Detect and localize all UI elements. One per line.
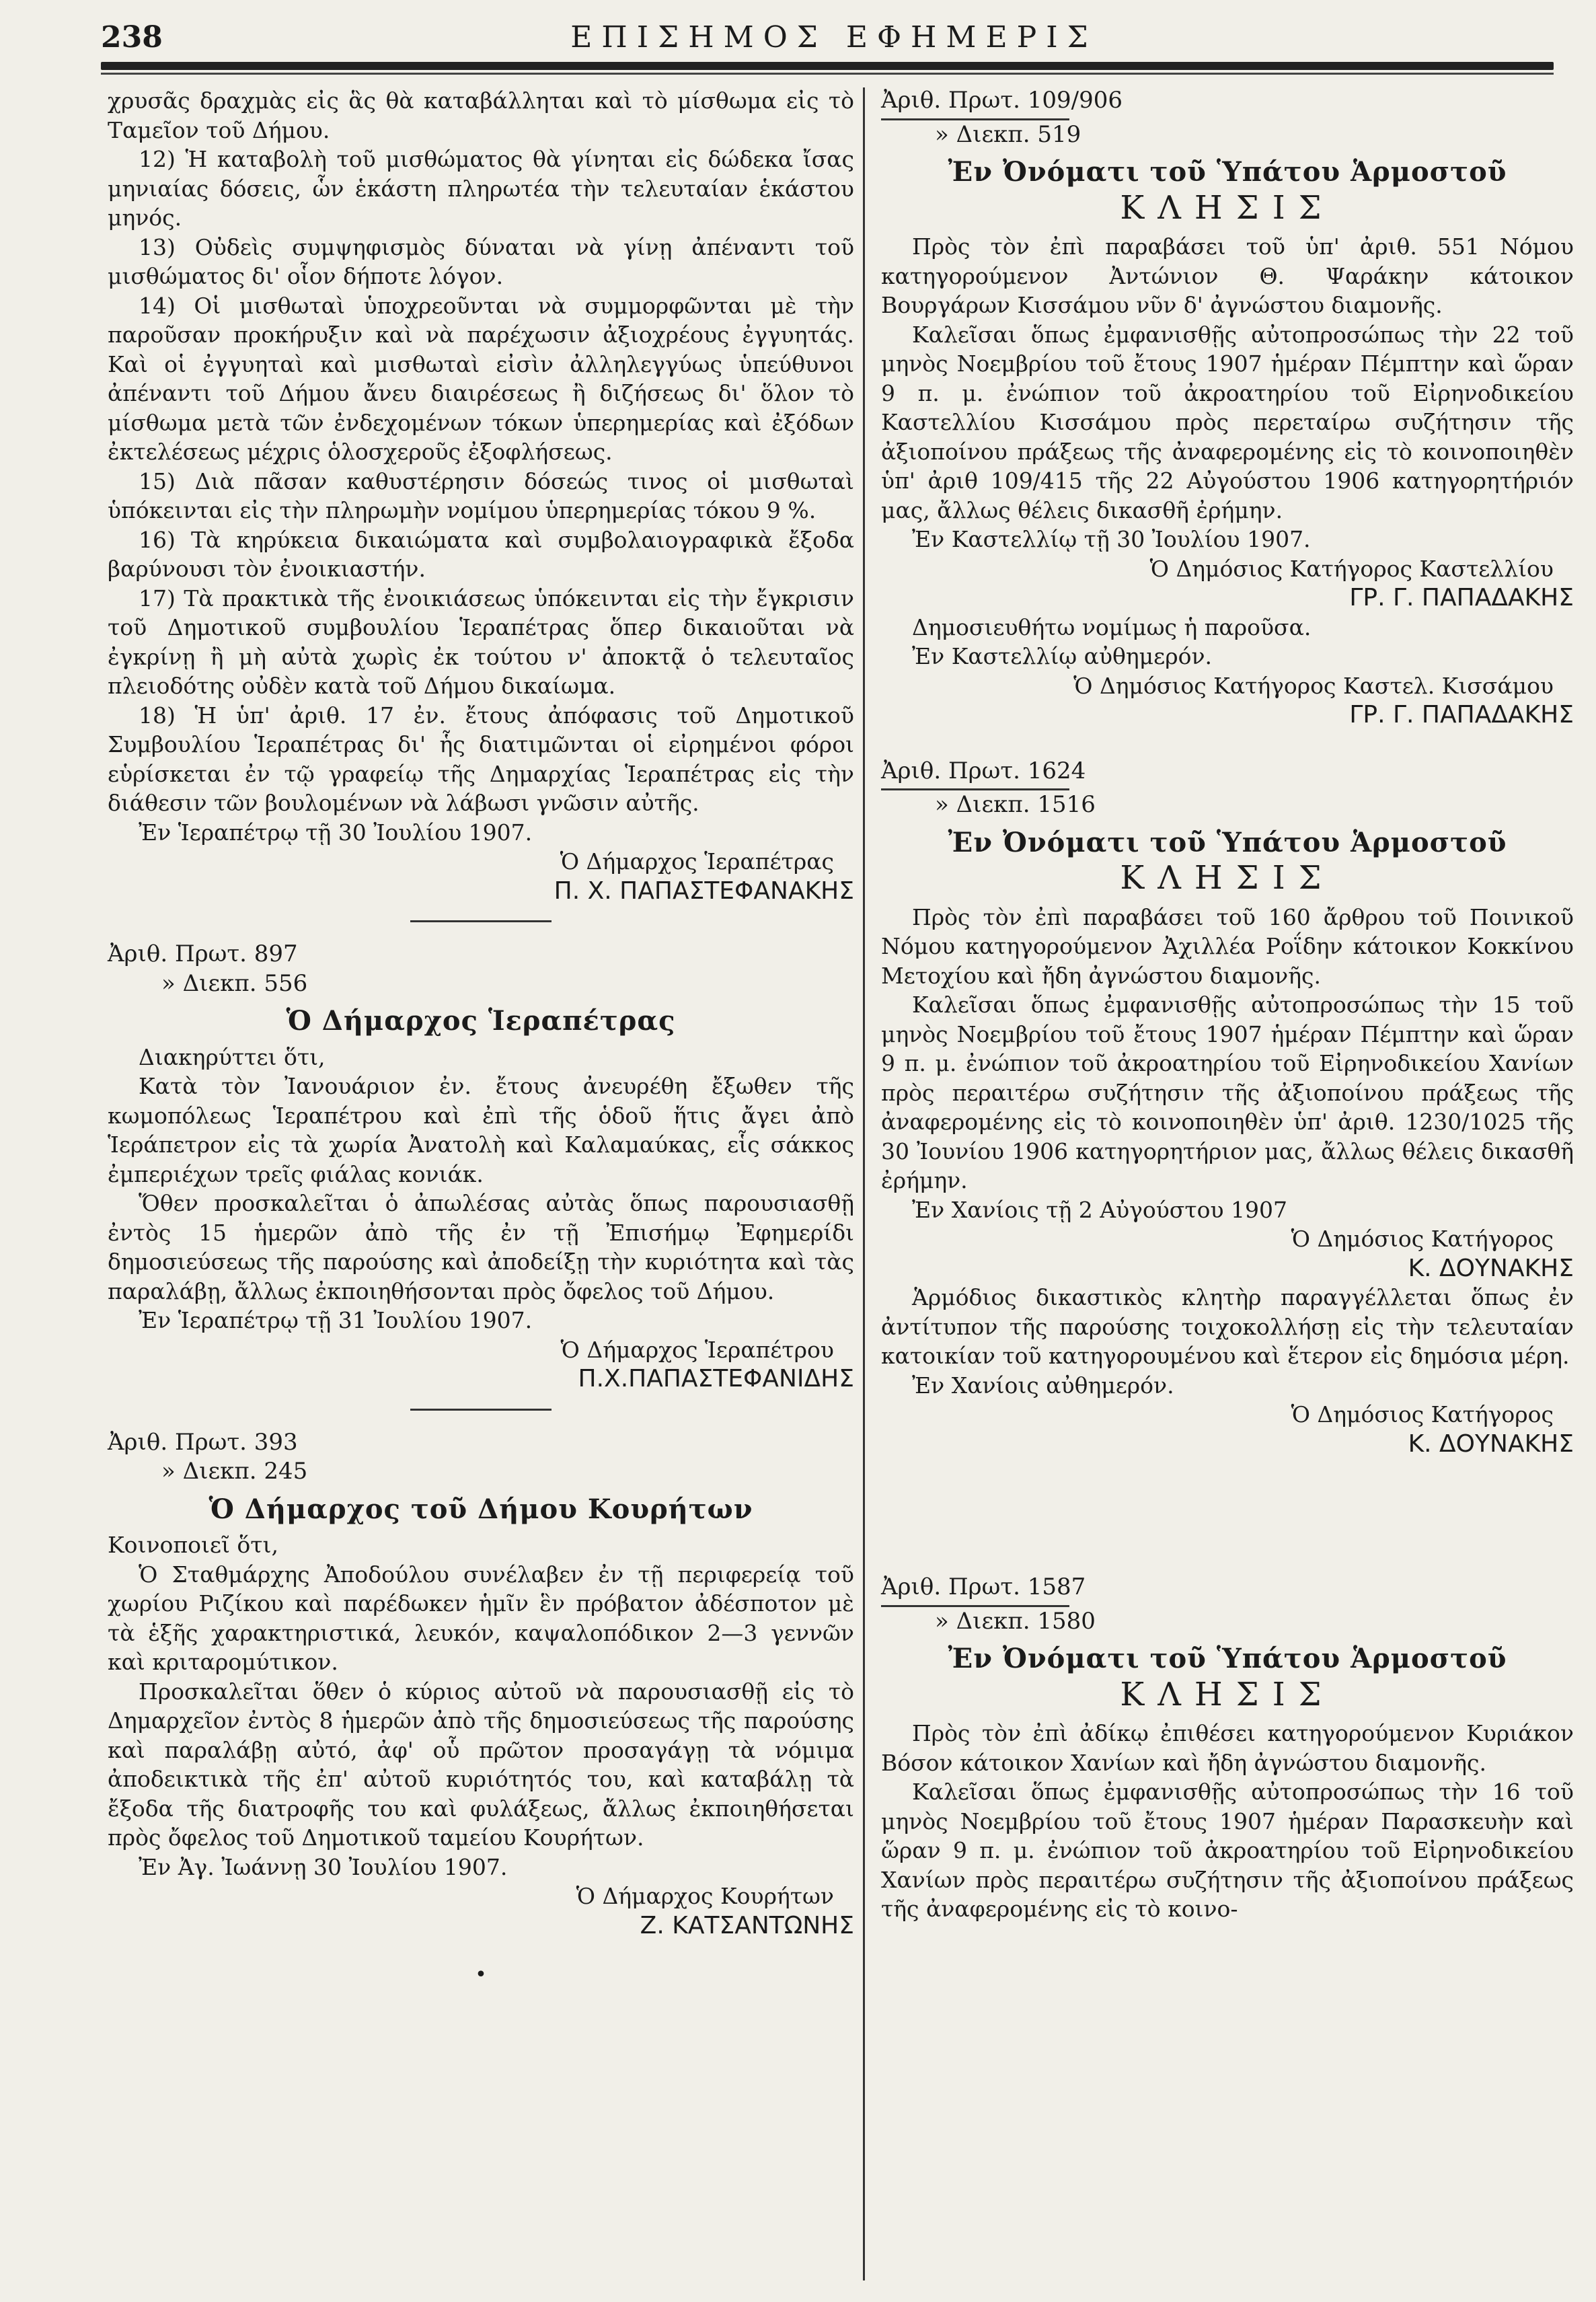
clause-16: 16) Τὰ κηρύκεια δικαιώματα καὶ συμβολαιογραφικὰ ἔξοδα βαρύνουσι τὸν ἐνοικιαστήν. — [108, 526, 854, 582]
signature-name: Κ. ΔΟΥΝΑΚΗΣ — [1408, 1430, 1574, 1458]
spacer — [881, 1458, 1574, 1573]
paragraph: Καλεῖσαι ὅπως ἐμφανισθῇς αὐτοπροσώπως τὴν 15 τοῦ μηνὸς Νοεμβρίου τοῦ ἔτους 1907 ἡμέραν Πέμπτην καὶ ὥραν 9 π. μ. ἐνώπιον τοῦ ἀκροατηρίου τοῦ Εἰρηνοδικείου Χανίων πρὸς περαιτέρω συζήτησιν τῆς ἀξιοποίνου πράξεως τῆς ἀναφερομένης εἰς τὸ κοινοποιηθὲν ὑπ' ἀριθ. 1230/1025 τῆς 30 Ἰουνίου 1906 κατηγορητήριον μας, ἄλλως θέλεις δικασθῆ ἐρήμην. — [881, 992, 1574, 1193]
publication-order: Δημοσιευθήτω νομίμως ἡ παροῦσα. — [912, 614, 1312, 640]
dispatch-number: » Διεκπ. 1580 — [935, 1607, 1096, 1635]
dispatch-number: » Διεκπ. 245 — [161, 1458, 308, 1485]
paragraph: Πρὸς τὸν ἐπὶ παραβάσει τοῦ 160 ἄρθρου τοῦ Ποινικοῦ Νόμου κατηγορούμενον Ἀχιλλέα Ροΐδην κάτοικον Κοκκίνου Μετοχίου καὶ ἤδη ἀγνώστου διαμονῆς. — [881, 903, 1574, 989]
paragraph: Ὁ Σταθμάρχης Ἀποδούλου συνέλαβεν ἐν τῇ περιφερείᾳ τοῦ χωρίου Ριζίκου καὶ παρέδωκεν ἡμῖν ἓν πρόβατον ἀδέσποτον μὲ τὰ ἑξῆς χαρακτηριστικά, λευκόν, καψαλοπόδικον 2—3 γεννῶν καὶ κριταρομύτικον. — [108, 1561, 854, 1675]
dispatch-number: » Διεκπ. 1516 — [935, 791, 1096, 818]
signature-name: Π.Χ.ΠΑΠΑΣΤΕΦΑΝΙΔΗΣ — [578, 1365, 854, 1393]
masthead-title: ΕΠΙΣΗΜΟΣ ΕΦΗΜΕΡΙΣ — [570, 20, 1098, 54]
clause-15: 15) Διὰ πᾶσαν καθυστέρησιν δόσεώς τινος οἱ μισθωταὶ ὑπόκεινται εἰς τὴν πληρωμὴν νομίμου ὑπερημερίας τόκου 9 %. — [108, 468, 854, 523]
paragraph: Ἁρμόδιος δικαστικὸς κλητὴρ παραγγέλλεται ὅπως ἐν ἀντίτυπον τῆς παρούσης τοιχοκολλήσῃ εἰς τὴν τελευταίαν κατοικίαν τοῦ κατηγορουμένου καὶ ἕτερον εἰς δημόσια μέρη. — [881, 1284, 1574, 1369]
protocol-number: Ἀριθ. Πρωτ. 109/906 — [881, 87, 1123, 114]
date-line: Ἐν Καστελλίῳ αὐθημερόν. — [912, 643, 1213, 669]
summons-heading: ΚΛΗΣΙΣ — [1120, 1675, 1335, 1713]
signature-title: Ὁ Δημόσιος Κατήγορος — [1291, 1226, 1554, 1252]
protocol-number: Ἀριθ. Πρωτ. 393 — [108, 1428, 298, 1456]
clause-13: 13) Οὐδεὶς συμψηφισμὸς δύναται νὰ γίνῃ ἀπέναντι τοῦ μισθώματος δι' οἷον δήποτε λόγον. — [108, 233, 854, 289]
column-divider — [863, 87, 865, 2280]
date-line: Ἐν Ἱεραπέτρῳ τῇ 31 Ἰουλίου 1907. — [139, 1307, 533, 1333]
clause-12: 12) Ἡ καταβολὴ τοῦ μισθώματος θὰ γίνηται εἰς δώδεκα ἴσας μηνιαίας δόσεις, ὧν ἑκάστη πληρωτέα τὴν τελευταίαν ἑκάστου μηνός. — [108, 146, 854, 231]
protocol-number: Ἀριθ. Πρωτ. 897 — [108, 940, 298, 967]
paragraph: Πρὸς τὸν ἐπὶ παραβάσει τοῦ ὑπ' ἀριθ. 551 Νόμου κατηγορούμενον Ἀντώνιον Θ. Ψαράκην κάτοικον Βουργάρων Κισσάμου νῦν δ' ἀγνώστου διαμονῆς. — [881, 233, 1574, 318]
notice-title: Ἐν Ὀνόματι τοῦ Ὑπάτου Ἁρμοστοῦ — [948, 826, 1507, 858]
signature-name: Π. Χ. ΠΑΠΑΣΤΕΦΑΝΑΚΗΣ — [554, 877, 854, 905]
page-header — [101, 20, 1554, 61]
paragraph: χρυσᾶς δραχμὰς εἰς ἃς θὰ καταβάλληται καὶ τὸ μίσθωμα εἰς τὸ Ταμεῖον τοῦ Δήμου. — [108, 87, 854, 143]
signature-name: Ζ. ΚΑΤΣΑΝΤΩΝΗΣ — [640, 1911, 854, 1939]
notice-title: Ἐν Ὀνόματι τοῦ Ὑπάτου Ἁρμοστοῦ — [948, 156, 1507, 188]
signature-title: Ὁ Δήμαρχος Κουρήτων — [576, 1883, 834, 1909]
date-line: Ἐν Ἀγ. Ἰωάννῃ 30 Ἰουλίου 1907. — [139, 1853, 508, 1880]
header-rule-thin — [101, 73, 1554, 75]
separator — [410, 1409, 552, 1411]
paragraph: Κατὰ τὸν Ἰανουάριον ἐν. ἔτους ἀνευρέθη ἔξωθεν τῆς κωμοπόλεως Ἱεραπέτρου καὶ ἐπὶ τῆς ὁδοῦ ἥτις ἄγει ἀπὸ Ἱεράπετρον εἰς τὰ χωρία Ἀνατολὴ καὶ Καλαμαύκας, εἷς σάκκος ἐμπεριέχων τρεῖς φιάλας κονιάκ. — [108, 1073, 854, 1187]
right-column — [881, 86, 1574, 1924]
left-column — [108, 86, 854, 1990]
paragraph: Καλεῖσαι ὅπως ἐμφανισθῇς αὐτοπροσώπως τὴν 16 τοῦ μηνὸς Νοεμβρίου τοῦ ἔτους 1907 ἡμέραν Παρασκευὴν καὶ ὥραν 9 π. μ. ἐνώπιον τοῦ ἀκροατηρίου τοῦ Εἰρηνοδικείου Χανίων πρὸς περαιτέρω συζήτησιν τῆς ἀξιοποίνου πράξεως τῆς ἀναφερομένης εἰς τὸ κοινο- — [881, 1779, 1574, 1922]
paragraph: Ὅθεν προσκαλεῖται ὁ ἀπωλέσας αὐτὰς ὅπως παρουσιασθῇ ἐντὸς 15 ἡμερῶν ἀπὸ τῆς ἐν τῇ Ἐπισήμῳ Ἐφημερίδι δημοσιεύσεως τῆς παρούσης καὶ ἀποδείξῃ τὴν κυριότητα καὶ τὰς παραλάβῃ, ἄλλως ἐκποιηθήσονται πρὸς ὄφελος τοῦ Δήμου. — [108, 1190, 854, 1304]
signature-title: Ὁ Δήμαρχος Ἱεραπέτρου — [560, 1336, 834, 1363]
date-line: Ἐν Χανίοις αὐθημερόν. — [912, 1372, 1174, 1399]
clause-18: 18) Ἡ ὑπ' ἀριθ. 17 ἐν. ἔτους ἀπόφασις τοῦ Δημοτικοῦ Συμβουλίου Ἱεραπέτρας δι' ἧς διατιμῶνται οἱ εἰρημένοι φόροι εὑρίσκεται ἐν τῷ γραφείῳ τῆς Δημαρχίας Ἱεραπέτρας εἰς τὴν διάθεσιν τῶν βουλομένων νὰ λάβωσι γνῶσιν αὐτῆς. — [108, 702, 854, 816]
date-line: Ἐν Χανίοις τῇ 2 Αὐγούστου 1907 — [912, 1196, 1287, 1223]
notice-title: Ἐν Ὀνόματι τοῦ Ὑπάτου Ἁρμοστοῦ — [948, 1643, 1507, 1674]
notice-intro: Κοινοποιεῖ ὅτι, — [108, 1532, 278, 1558]
signature-title: Ὁ Δημόσιος Κατήγορος Καστελλίου — [1149, 555, 1554, 582]
signature-name: Κ. ΔΟΥΝΑΚΗΣ — [1408, 1254, 1574, 1282]
summons-heading: ΚΛΗΣΙΣ — [1120, 859, 1335, 897]
date-line: Ἐν Καστελλίῳ τῇ 30 Ἰουλίου 1907. — [912, 526, 1311, 552]
header-rule — [101, 62, 1554, 70]
signature-name: ΓΡ. Γ. ΠΑΠΑΔΑΚΗΣ — [1349, 584, 1574, 611]
dispatch-number: » Διεκπ. 519 — [935, 120, 1081, 148]
notice-title: Ὁ Δήμαρχος Ἱεραπέτρας — [286, 1005, 676, 1037]
paragraph: Πρὸς τὸν ἐπὶ ἀδίκῳ ἐπιθέσει κατηγορούμενον Κυριάκον Βόσον κάτοικον Χανίων καὶ ἤδη ἀγνώστου διαμονῆς. — [881, 1720, 1574, 1776]
date-line: Ἐν Ἱεραπέτρῳ τῇ 30 Ἰουλίου 1907. — [139, 819, 533, 846]
notice-intro: Διακηρύττει ὅτι, — [139, 1043, 326, 1070]
clause-14: 14) Οἱ μισθωταὶ ὑποχρεοῦνται νὰ συμμορφῶνται μὲ τὴν παροῦσαν προκήρυξιν καὶ νὰ παρέχωσιν ἀξιοχρέους ἐγγυητάς. Καὶ οἱ ἐγγυηταὶ καὶ μισθωταὶ εἰσὶν ἀλληλεγγύως ὑπεύθυνοι ἀπέναντι τοῦ Δήμου ἄνευ διαιρέσεως ἢ διζήσεως δι' ὅλον τὸ μίσθωμα μετὰ τῶν ἐνδεχομένων τόκων ὑπερημερίας καὶ ἐξόδων ἐκτελέσεως μέχρις ὁλοσχεροῦς ἐξοφλήσεως. — [108, 292, 854, 465]
paragraph: Καλεῖσαι ὅπως ἐμφανισθῇς αὐτοπροσώπως τὴν 22 τοῦ μηνὸς Νοεμβρίου τοῦ ἔτους 1907 ἡμέραν Πέμπτην καὶ ὥραν 9 π. μ. ἐνώπιον τοῦ ἀκροατηρίου τοῦ Εἰρηνοδικείου Καστελλίου Κισσάμου πρὸς περεταίρω συζήτησιν τῆς ἀξιοποίνου πράξεως τῆς ἀναφερομένης εἰς τὸ κοινοποιηθὲν ὑπ' ἀριθ 109/415 τῆς 22 Αὐγούστου 1906 κατηγορητήριόν μας, ἄλλως θέλεις δικασθῆ ἐρήμην. — [881, 321, 1574, 523]
signature-title: Ὁ Δημόσιος Κατήγορος — [1291, 1401, 1554, 1427]
signature-title: Ὁ Δήμαρχος Ἱεραπέτρας — [560, 848, 834, 875]
notice-title: Ὁ Δήμαρχος τοῦ Δήμου Κουρήτων — [208, 1493, 753, 1525]
signature-title: Ὁ Δημόσιος Κατήγορος Καστελ. Κισσάμου — [1073, 672, 1554, 699]
page-number: 238 — [101, 20, 163, 54]
paragraph: Προσκαλεῖται ὅθεν ὁ κύριος αὐτοῦ νὰ παρουσιασθῇ εἰς τὸ Δημαρχεῖον ἐντὸς 8 ἡμερῶν ἀπὸ τῆς δημοσιεύσεως τῆς παρούσης καὶ παραλάβῃ αὐτό, ἀφ' οὗ πρῶτον προσαγάγῃ τὰ νόμιμα ἀποδεικτικὰ τῆς ἐπ' αὐτοῦ κυριότητός του, καὶ καταβάλῃ τὰ ἔξοδα τῆς διατροφῆς του καὶ φυλάξεως, ἄλλως ἐκποιηθήσεται πρὸς ὄφελος τοῦ Δημοτικοῦ ταμείου Κουρήτων. — [108, 1678, 854, 1851]
protocol-number: Ἀριθ. Πρωτ. 1587 — [881, 1573, 1086, 1600]
dispatch-number: » Διεκπ. 556 — [161, 969, 308, 997]
summons-heading: ΚΛΗΣΙΣ — [1120, 188, 1335, 227]
clause-17: 17) Τὰ πρακτικὰ τῆς ἐνοικιάσεως ὑπόκεινται εἰς τὴν ἔγκρισιν τοῦ Δημοτικοῦ συμβουλίου Ἱεραπέτρας ὅπερ δικαιοῦται νὰ ἐγκρίνῃ ἢ μὴ αὐτὰ χωρὶς ἐκ τούτου ν' ἀποκτᾷ ὁ τελευταῖος πλειοδότης οὐδὲν κατὰ τοῦ Δήμου δικαίωμα. — [108, 585, 854, 699]
bullet-mark: • — [475, 1963, 487, 1987]
protocol-number: Ἀριθ. Πρωτ. 1624 — [881, 757, 1086, 784]
signature-name: ΓΡ. Γ. ΠΑΠΑΔΑΚΗΣ — [1349, 701, 1574, 729]
spacer — [881, 730, 1574, 757]
separator — [410, 920, 552, 922]
